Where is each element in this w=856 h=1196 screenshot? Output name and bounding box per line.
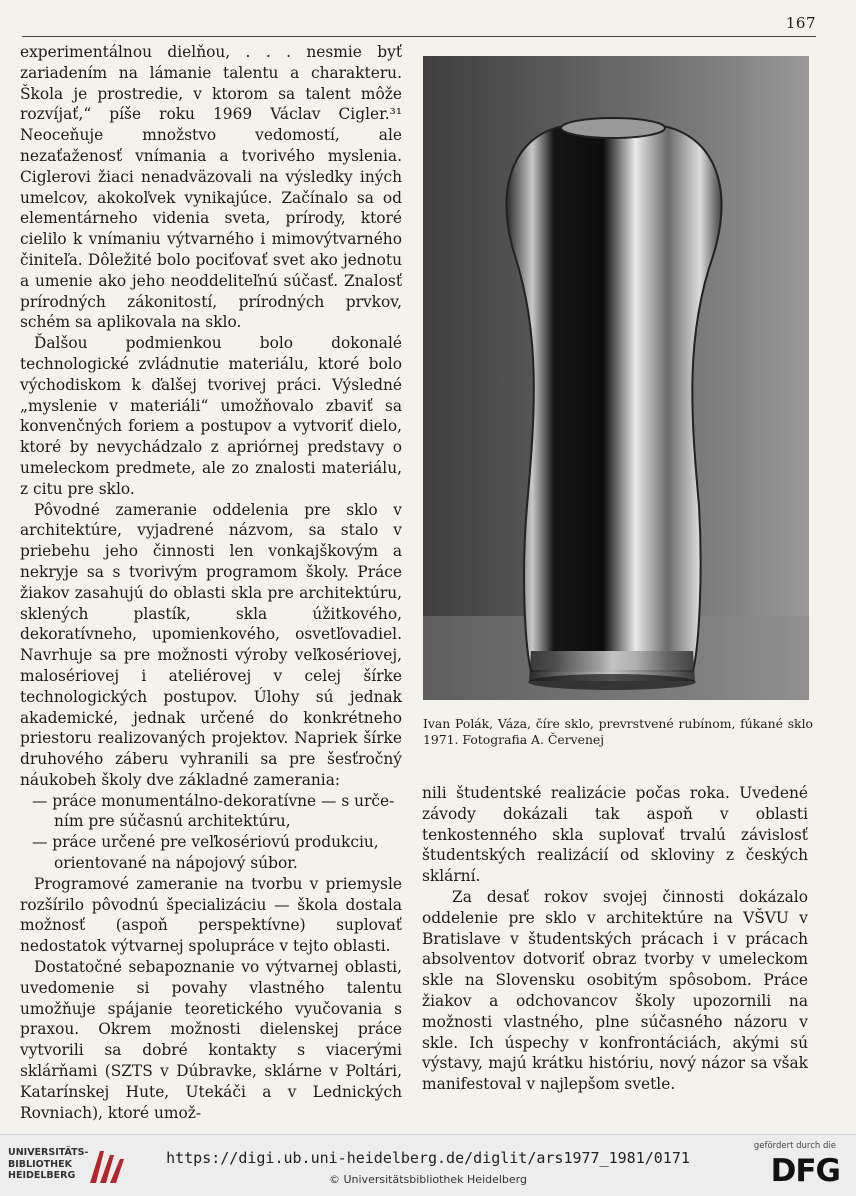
library-name-line3: HEIDELBERG: [8, 1170, 76, 1181]
vase-photo: [423, 56, 809, 700]
dfg-logo[interactable]: DFG: [770, 1153, 840, 1189]
list-item-1-cont: ním pre súčasnú architektúru,: [54, 812, 291, 831]
list-item-2-cont: orientované na nápojový súbor.: [54, 854, 298, 873]
right-paragraph-1: nili študentské realizácie počas roka. Uvedené závody dokázali tak aspoň v oblasti tenkostenného skla suplovať trvalú závislosť študentských realizácií od skloviny z českých sklární.: [422, 784, 808, 886]
copyright-text: © Universitätsbibliothek Heidelberg: [328, 1173, 527, 1186]
paragraph-5: Dostatočné sebapoznanie vo výtvarnej oblasti, uvedomenie si povahy vlastného talentu umožňuje spájanie teoretického vyučovania s praxou. Okrem možnosti dielenskej práce vytvorili sa dobré kontakty s viacerými sklárňami (SZTS v Dúbravke, sklárne v Poltári, Katarínskej Hute, Utekáči a v Lednických Rovniach), ktoré umož-: [20, 958, 402, 1122]
source-url-link[interactable]: https://digi.ub.uni-heidelberg.de/diglit/ars1977_1981/0171: [166, 1149, 690, 1167]
photo-caption: Ivan Polák, Váza, číre sklo, prevrstvené rubínom, fúkané sklo 1971. Fotografia A. Červenej: [423, 716, 813, 747]
library-name-line1: UNIVERSITÄTS-: [8, 1147, 89, 1158]
paragraph-2: Ďalšou podmienkou bolo dokonalé technologické zvládnutie materiálu, ktoré bolo východiskom k ďalšej tvorivej práci. Výsledné „myslenie v materiáli“ umožňovalo zbaviť sa konvenčných foriem a postupov a vytvoriť dielo, ktoré by nevychádzalo z apriórnej predstavy o umeleckom predmete, ale zo znalosti materiálu, z citu pre sklo.: [20, 334, 402, 498]
vase-illustration: [423, 56, 809, 700]
list-item-1: — práce monumentálno-dekoratívne — s urče-: [32, 791, 395, 810]
footer-bar: [0, 1134, 856, 1196]
left-text-column: [20, 42, 402, 1123]
paragraph-1: experimentálnou dielňou, . . . nesmie byť zariadením na lámanie talentu a charakteru. Škola je prostredie, v ktorom sa talent môže rozvíjať,“ píše roku 1969 Václav Cigler.³¹ Neoceňuje množstvo vedomostí, ale nezaťaženosť vnímania a tvorivého myslenia. Ciglerovi žiaci nenadväzovali na výsledky iných umelcov, akokoľvek vynikajúce. Začínalo sa od elementárneho videnia sveta, prírody, ktoré cielilo k vnímaniu výtvarného i mimovýtvarného činiteľa. Dôležité bolo pociťovať svet ako jednotu a umenie ako jeho neoddeliteľnú súčasť. Znalosť prírodných zákonitostí, prírodných prvkov, schém sa aplikovala na sklo.: [20, 43, 402, 332]
paragraph-3: Pôvodné zameranie oddelenia pre sklo v architektúre, vyjadrené názvom, sa stalo v priebehu jeho činnosti len vonkajškovým a nekryje sa s tvorivým programom školy. Práce žiakov zasahujú do oblasti skla pre architektúru, sklených plastík, skla úžitkového, dekoratívneho, upomienkového, osvetľovadiel. Navrhuje sa pre možnosti výroby veľkosériovej, malosériovej i ateliérovej v celej šírke technologických postupov. Úlohy sú jednak akademické, jednak určené do konkrétneho priestoru realizovaných projektov. Napriek šírke druhového záberu vyhranili sa pre šesťročný náukobeh školy dve základné zamerania:: [20, 500, 402, 789]
right-paragraph-2: Za desať rokov svojej činnosti dokázalo oddelenie pre sklo v architektúre na VŠVU v Bratislave v študentských prácach i v prácach absolventov dotvoriť obraz tvorby v umeleckom skle na Slovensku osobitým spôsobom. Práce žiakov a odchovancov školy upozornili na možnosti vlastného, plne súčasného názoru v skle. Ich úspechy v konfrontáciách, akými sú výstavy, majú krátku históriu, nový názor sa však manifestoval v najlepšom svetle.: [422, 887, 808, 1094]
list-item-2: — práce určené pre veľkosériovú produkciu,: [32, 833, 379, 852]
right-text-column: [422, 783, 808, 1095]
library-name-line2: BIBLIOTHEK: [8, 1158, 72, 1170]
page-number: 167: [785, 14, 816, 32]
funding-label: gefördert durch die: [753, 1141, 836, 1151]
paragraph-4: Programové zameranie na tvorbu v priemysle rozšírilo pôvodnú špecializáciu — škola dostala možnosť (aspoň perspektívne) suplovať nedostatok výtvarnej spolupráce v tejto oblasti.: [20, 874, 402, 956]
header-rule: [22, 36, 816, 37]
